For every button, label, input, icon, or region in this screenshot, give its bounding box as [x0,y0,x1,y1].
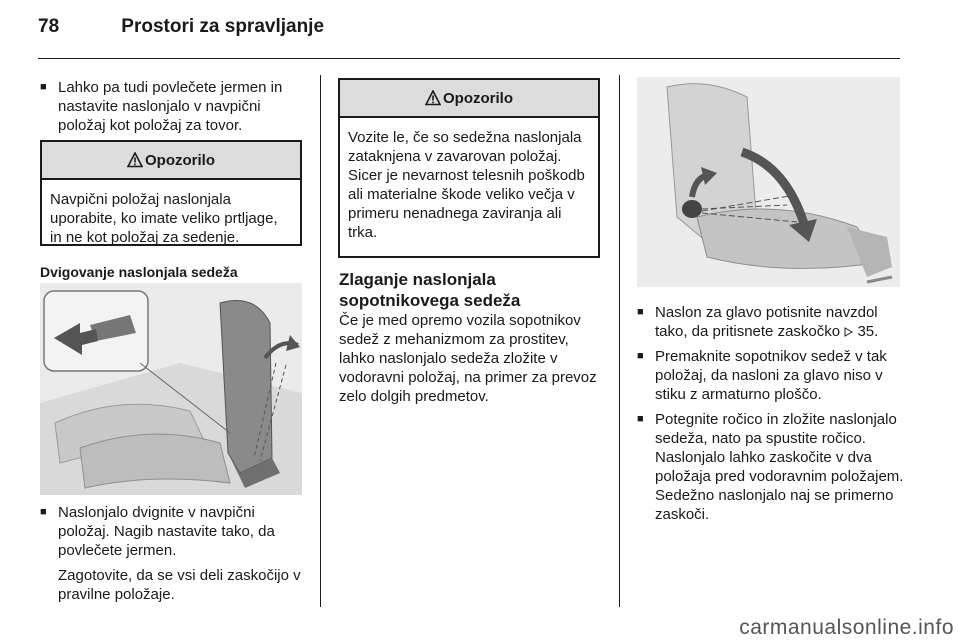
raise-paragraph: Zagotovite, da se vsi deli zaskočijo v pravilne položaje. [58,567,301,603]
warning-title: Opozorilo [145,151,215,169]
seat-raise-illustration [40,283,302,495]
section-paragraph: Če je med opremo vozila sopotnikov sedež z mehanizmom za prostitev, lahko naslonjalo sedeža zložite v vodoravni položaj, na primer za prevoz zelo dolgih predmetov. [339,312,597,405]
raise-bullet: ■ Naslonjalo dvignite v navpični položaj. Nagib nastavite tako, da povlečete jermen. [40,503,304,560]
warning-header-2 [340,80,598,118]
warning-box-1 [40,140,302,246]
warning-header [42,142,300,180]
warning-text: Navpični položaj naslonjala uporabite, ko imate veliko prtljage, in ne kot položaj za sedenje. [50,191,278,246]
list-item: ■ Potegnite ročico in zložite naslonjalo sedeža, nato pa spustite ročico. Naslonjalo lahko zaskočite v dva položaja pred vodoravnim položajem. Sedežno naslonjalo naj se primerno zaskoči. [637,410,905,524]
column-1-lower [40,503,304,604]
page-number: 78 [38,16,60,37]
page-title: Prostori za spravljanje [121,16,325,37]
column-3 [637,303,905,530]
warning-box-2 [338,78,600,258]
reference-arrow-icon [844,327,853,337]
watermark: carmanualsonline.info [739,616,954,639]
seat-fold-illustration [637,77,900,287]
list-item: ■ Naslon za glavo potisnite navzdol tako, da pritisnete zaskočko 35. [637,303,905,341]
section-title: Zlaganje naslonjala sopotnikovega sedeža [339,270,521,310]
warning-text-2: Vozite le, če so sedežna naslonjala zataknjena v zavarovan položaj. Sicer je nevarnost telesnih poškodb ali materialne škode veliko večja v primeru nenadnega zaviranja ali trka. [348,129,585,241]
page-header [38,16,324,38]
subheading: Dvigovanje naslonjala sedeža [40,264,238,280]
warning-triangle-icon [425,90,441,106]
warning-triangle-icon [127,152,143,168]
list-item: ■ Premaknite sopotnikov sedež v tak položaj, da nasloni za glavo niso v stiku z armaturno ploščo. [637,347,905,404]
column-2-lower [339,269,607,406]
intro-bullet: ■ Lahko pa tudi povlečete jermen in nastavite naslonjalo v navpični položaj kot položaj za tovor. [40,78,304,135]
column-1 [40,78,304,141]
warning-title-2: Opozorilo [443,89,513,107]
header-rule [38,58,900,59]
column-divider-1 [320,75,321,607]
column-divider-2 [619,75,620,607]
